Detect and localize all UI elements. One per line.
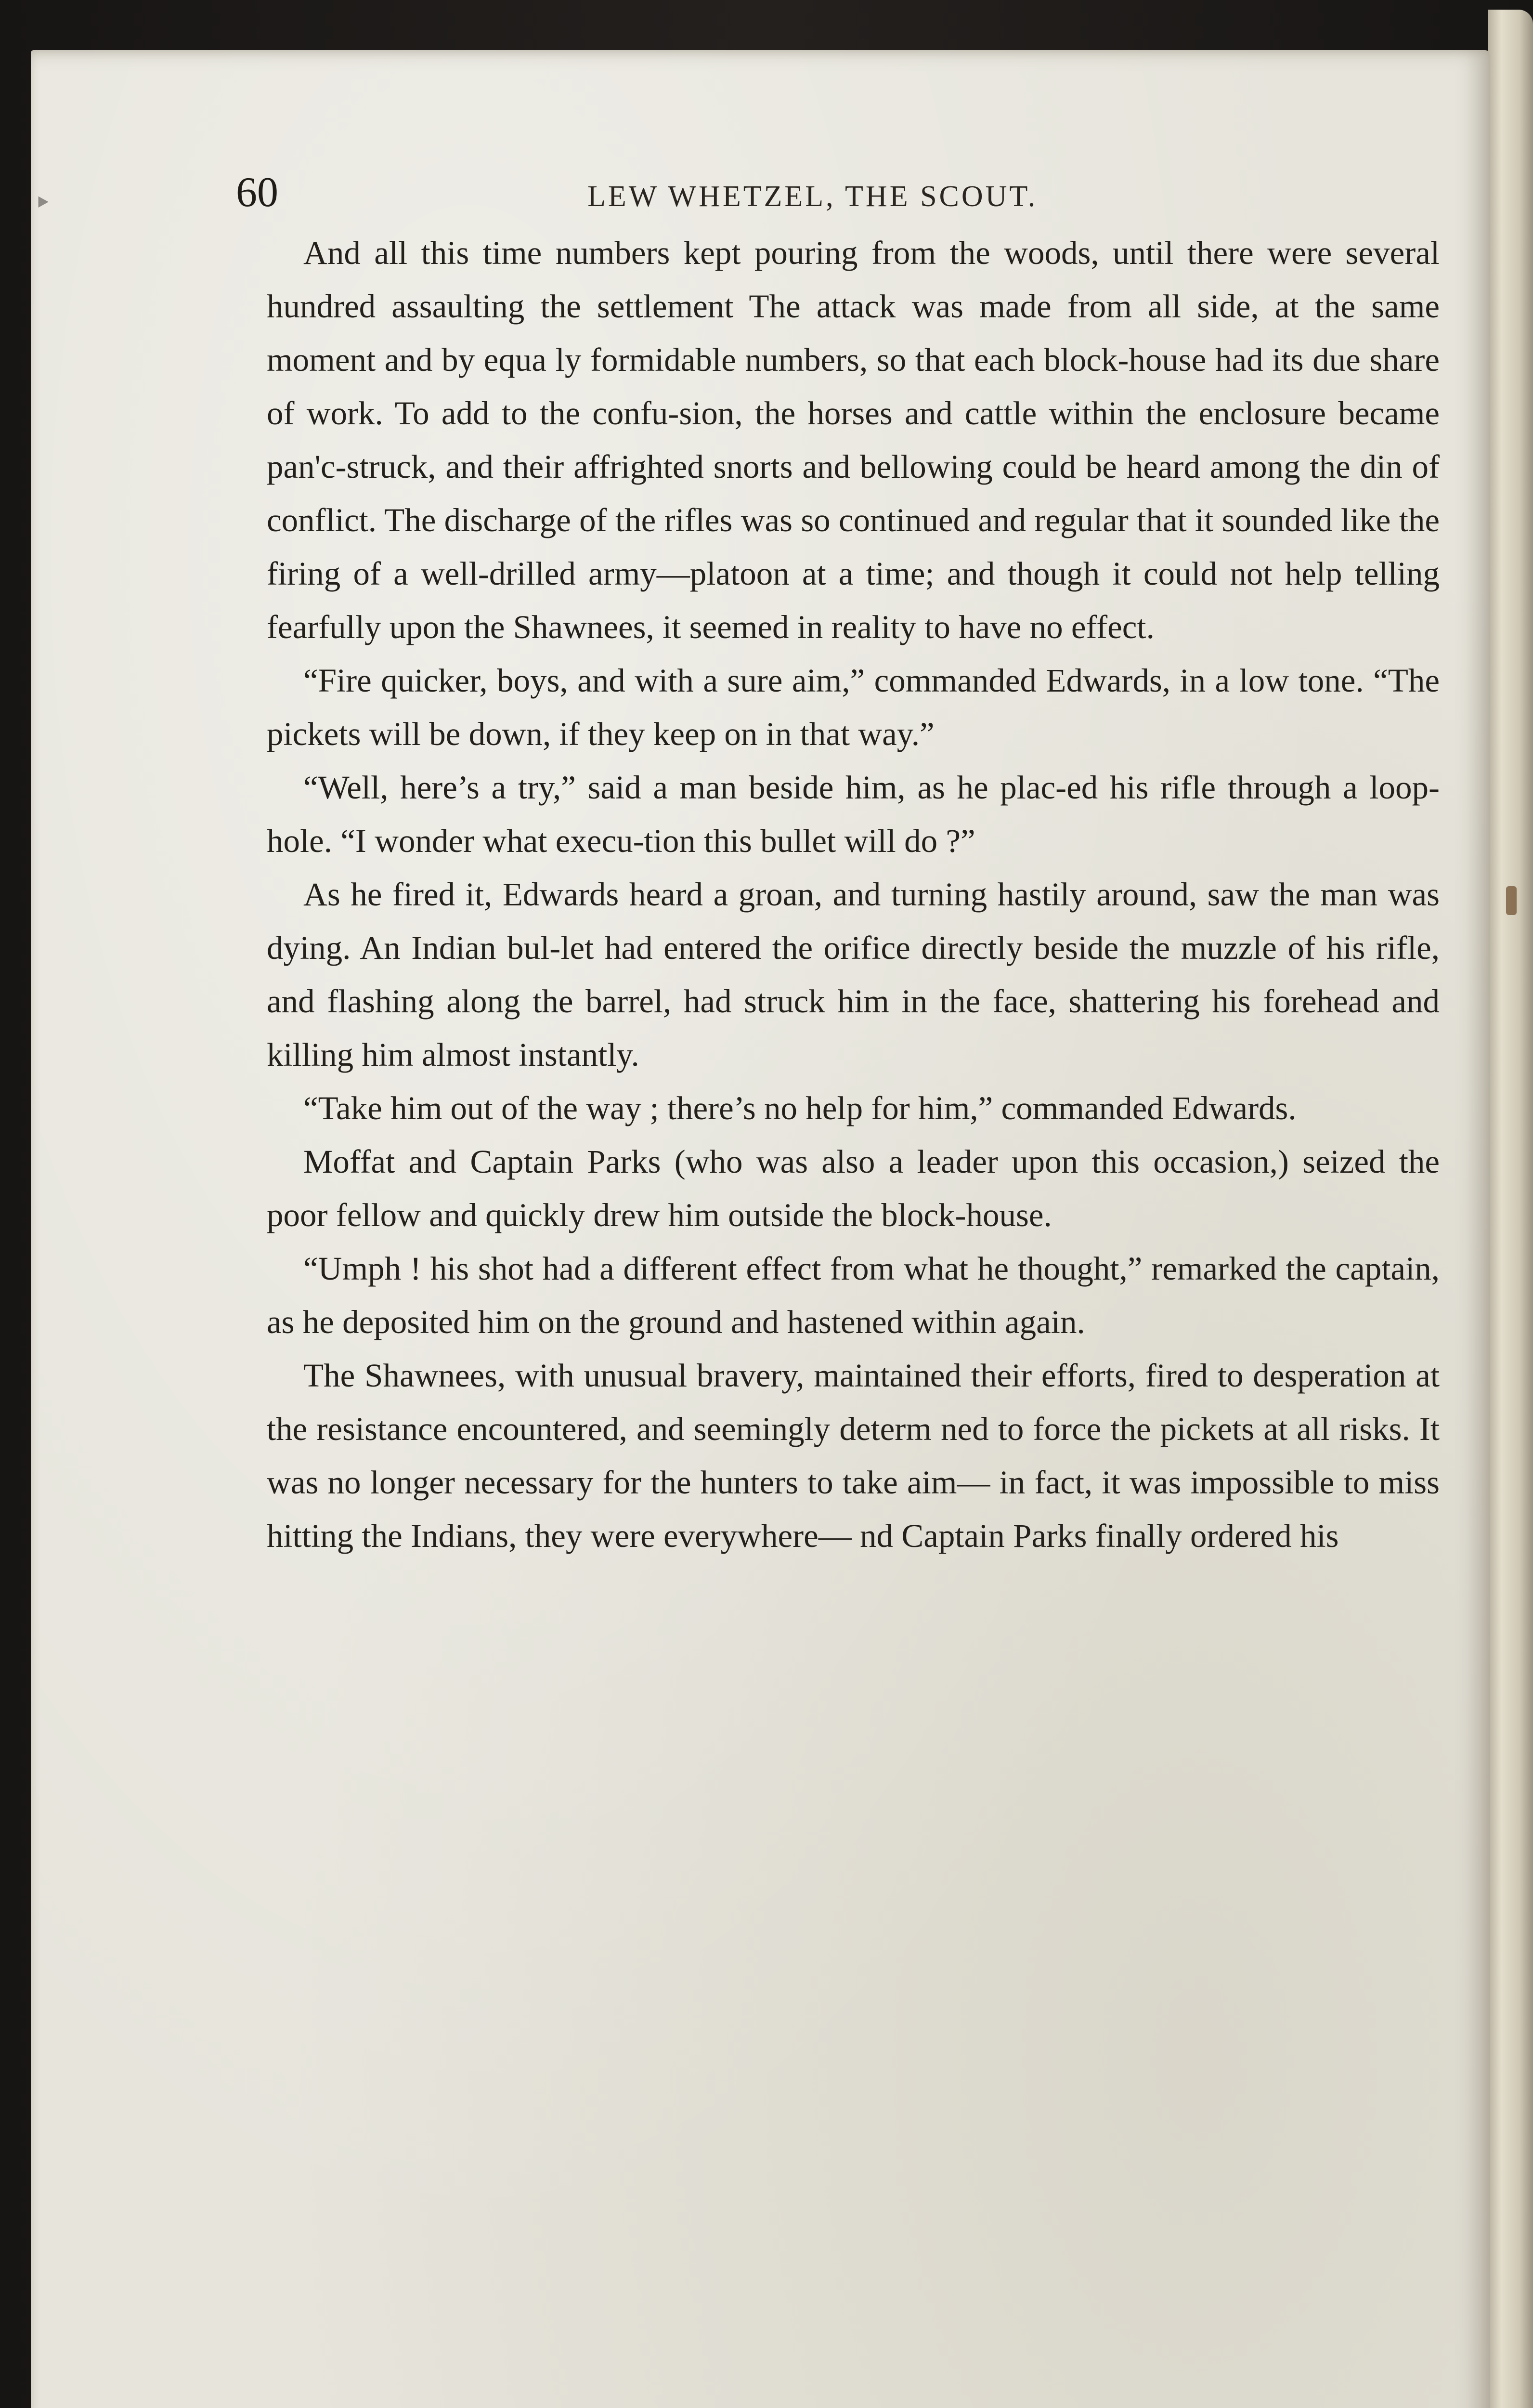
margin-ink-mark: ‣	[34, 186, 52, 220]
page-header	[236, 164, 1440, 222]
spine-mark	[1506, 886, 1517, 915]
body-text	[267, 226, 1440, 1563]
next-page-edge	[1488, 10, 1533, 2408]
paragraph: The Shawnees, with unusual bravery, maintained their efforts, fired to desperation at the resistance encountered, and seemingly determ ned to force the pickets at all risks. It was no longer necessary for the hunters to take aim— in fact, it was impossible to miss hitting the Indians, they were everywhere— nd Captain Parks finally ordered his	[267, 1357, 1440, 1554]
paragraph: Moffat and Captain Parks (who was also a leader upon this occasion,) seized the poor fellow and quickly drew him outside the block-house.	[267, 1143, 1440, 1233]
paragraph: “Well, here’s a try,” said a man beside him, as he plac-ed his rifle through a loop-hole. “I wonder what execu-tion this bullet will do ?”	[267, 769, 1440, 859]
running-head: LEW WHETZEL, THE SCOUT.	[587, 180, 1038, 213]
paragraph: “Fire quicker, boys, and with a sure aim,” commanded Edwards, in a low tone. “The pickets will be down, if they keep on in that way.”	[267, 662, 1440, 752]
page-number: 60	[236, 169, 278, 216]
paragraph: “Umph ! his shot had a different effect from what he thought,” remarked the captain, as he deposited him on the ground and hastened within again.	[267, 1250, 1440, 1340]
paragraph: “Take him out of the way ; there’s no help for him,” commanded Edwards.	[303, 1090, 1297, 1126]
paragraph: And all this time numbers kept pouring from the woods, until there were several hundred assaulting the settlement The attack was made from all side, at the same moment and by equa ly formidable numbers, so that each block-house had its due share of work. To add to the confu-sion, the horses and cattle within the enclosure became pan'c-struck, and their affrighted snorts and bellowing could be heard among the din of conflict. The discharge of the rifles was so continued and regular that it sounded like the firing of a well-drilled army—platoon at a time; and though it could not help telling fearfully upon the Shawnees, it seemed in reality to have no effect.	[267, 235, 1440, 645]
paragraph: As he fired it, Edwards heard a groan, and turning hastily around, saw the man was dying. An Indian bul-let had entered the orifice directly beside the muzzle of his rifle, and flashing along the barrel, had struck him in the face, shattering his forehead and killing him almost instantly.	[267, 876, 1440, 1073]
